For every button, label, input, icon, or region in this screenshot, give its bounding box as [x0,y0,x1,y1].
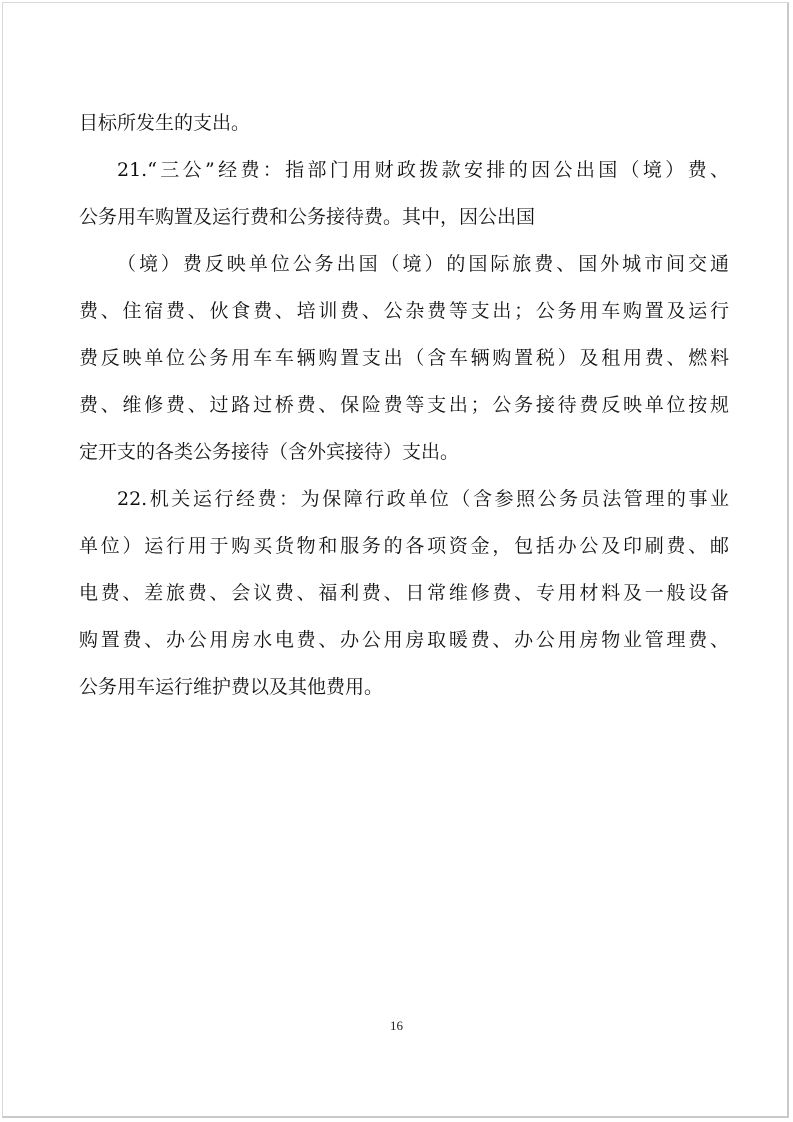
text-line: （境）费反映单位公务出国（境）的国际旅费、国外城市间交通 [117,253,729,275]
text-line: 公务用车运行维护费以及其他费用。 [79,676,384,698]
text-line: 费反映单位公务用车车辆购置支出（含车辆购置税）及租用费、燃料 [79,347,729,369]
text-line: 22.机关运行经费：为保障行政单位（含参照公务员法管理的事业 [117,488,729,510]
text-line: 费、住宿费、伙食费、培训费、公杂费等支出；公务用车购置及运行 [79,300,729,322]
text-line: 定开支的各类公务接待（含外宾接待）支出。 [79,441,460,463]
page-number: 16 [390,1018,403,1033]
text-line: 费、维修费、过路过桥费、保险费等支出；公务接待费反映单位按规 [79,394,729,416]
text-line: 公务用车购置及运行费和公务接待费。其中，因公出国 [79,206,536,228]
document-body [79,100,729,711]
text-line: 购置费、办公用房水电费、办公用房取暖费、办公用房物业管理费、 [79,629,729,651]
text-line: 单位）运行用于购买货物和服务的各项资金，包括办公及印刷费、邮 [79,535,729,557]
text-line: 电费、差旅费、会议费、福利费、日常维修费、专用材料及一般设备 [79,582,729,604]
text-line: 目标所发生的支出。 [79,112,251,134]
text-line: 21.“三公”经费：指部门用财政拨款安排的因公出国（境）费、 [117,159,729,181]
